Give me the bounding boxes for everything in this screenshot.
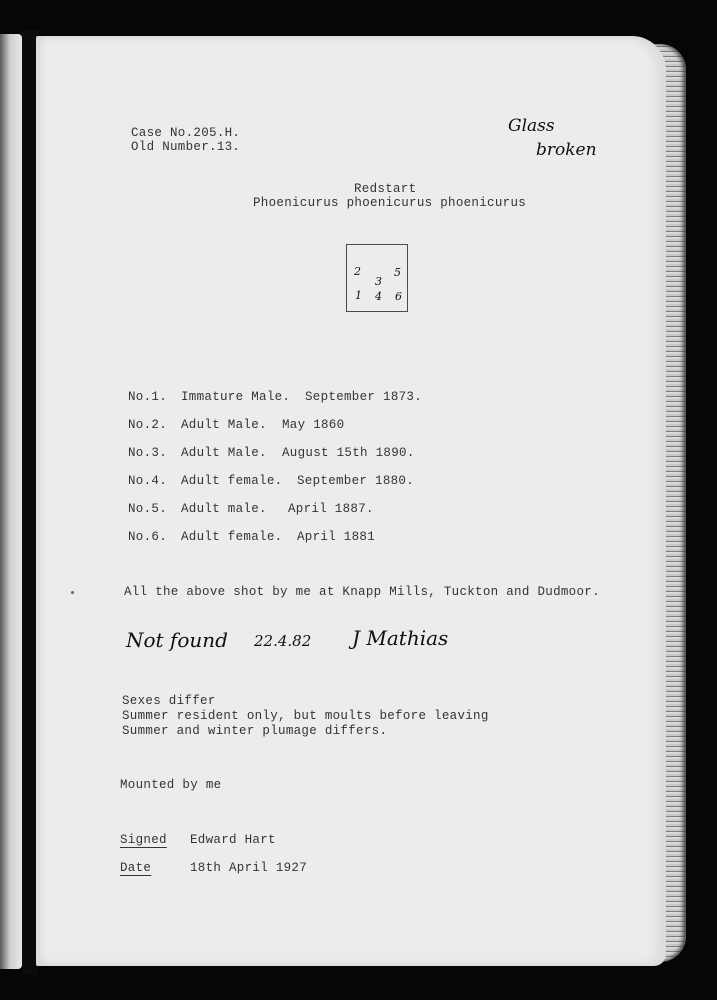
mounted-note: Mounted by me (120, 778, 222, 792)
left-page-edge (0, 34, 22, 969)
specimen-date: August 15th 1890. (282, 446, 415, 460)
grid-pos-3: 3 (375, 275, 382, 288)
specimen-no: No.2. (128, 418, 168, 432)
scientific-name: Phoenicurus phoenicurus phoenicurus (253, 196, 527, 210)
not-found-date: 22.4.82 (254, 632, 312, 650)
specimen-desc: Adult male. (181, 502, 267, 516)
location-note: All the above shot by me at Knapp Mills, Tuckton and Dudmoor. (124, 585, 600, 599)
not-found-note: Not found (126, 628, 228, 652)
note-line: Summer and winter plumage differs. (122, 724, 388, 738)
specimen-desc: Immature Male. (181, 390, 291, 404)
specimen-date: April 1887. (288, 502, 374, 516)
grid-pos-4: 4 (375, 290, 382, 303)
specimen-desc: Adult Male. (181, 418, 267, 432)
specimen-no: No.6. (128, 530, 168, 544)
grid-pos-5: 5 (394, 266, 401, 279)
note-line: Sexes differ (122, 694, 216, 708)
specimen-date: September 1873. (305, 390, 423, 404)
specimen-no: No.3. (128, 446, 168, 460)
specimen-date: May 1860 (282, 418, 345, 432)
handwritten-glass: Glass (508, 116, 555, 136)
specimen-no: No.1. (128, 390, 168, 404)
note-line: Summer resident only, but moults before leaving (122, 709, 489, 723)
date-label: Date (120, 861, 152, 875)
grid-pos-6: 6 (395, 290, 402, 303)
date-value: 18th April 1927 (190, 861, 308, 875)
signed-label: Signed (120, 833, 167, 847)
grid-pos-1: 1 (355, 289, 362, 302)
case-number: Case No.205.H. (131, 126, 241, 140)
specimen-desc: Adult female. (181, 530, 283, 544)
handwritten-signature: J Mathias (352, 626, 449, 650)
signed-value: Edward Hart (190, 833, 276, 847)
specimen-date: September 1880. (297, 474, 415, 488)
specimen-date: April 1881 (297, 530, 376, 544)
old-number: Old Number.13. (131, 140, 241, 154)
grid-pos-2: 2 (354, 265, 361, 278)
handwritten-broken: broken (536, 140, 597, 160)
specimen-desc: Adult female. (181, 474, 283, 488)
paper-mark (71, 591, 74, 594)
common-name: Redstart (354, 182, 417, 196)
specimen-no: No.4. (128, 474, 168, 488)
specimen-no: No.5. (128, 502, 168, 516)
record-page (36, 36, 666, 966)
position-diagram (346, 244, 408, 312)
specimen-desc: Adult Male. (181, 446, 267, 460)
